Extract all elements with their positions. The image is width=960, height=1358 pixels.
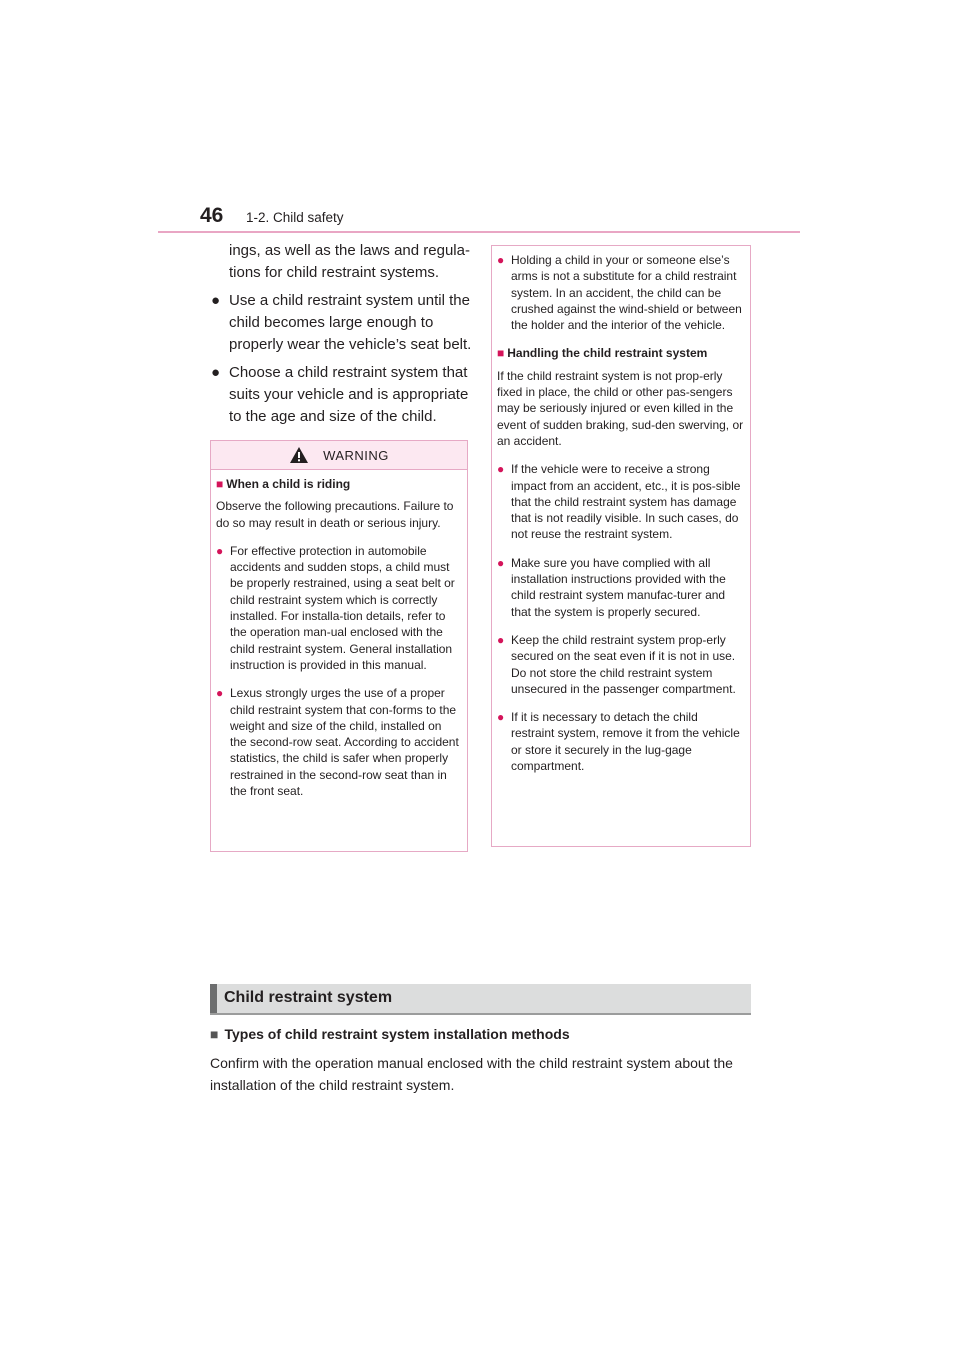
bullet-dot-icon: ● [211, 292, 221, 309]
warning-bullet-text: Lexus strongly urges the use of a proper child restraint system that con-forms to the weight and size of the child, installed on the second-row seat. According to accident statistics, the child is safer when properly restrained in the second-row seat than in the front seat. [230, 686, 459, 799]
warning-header [211, 441, 467, 470]
warning-bullet-text: For effective protection in automobile accidents and sudden stops, a child must be properly restrained, using a seat belt or child restraint system which is correctly installed. For installa-tion details, refer to the operation man-ual enclosed with the child restraint system. General installation instruction is provided in this manual. [230, 543, 455, 672]
warning-bullet [497, 252, 744, 333]
warning-body [211, 470, 467, 799]
warning-title: WARNING [323, 447, 389, 463]
header-rule [158, 231, 800, 233]
warning-bullet [497, 709, 744, 774]
warning-subhead-text: When a child is riding [226, 477, 351, 491]
section-body: Confirm with the operation manual enclosed with the child restraint system about the installation of the child restraint system. [210, 1055, 733, 1093]
intro-text [210, 240, 472, 434]
square-bullet-icon: ■ [216, 477, 224, 491]
warning-bullet [497, 461, 744, 542]
square-bullet-icon: ■ [497, 346, 505, 361]
square-bullet-icon: ■ [210, 1026, 219, 1042]
warning-subhead [497, 345, 744, 361]
warning-bullet [216, 543, 461, 673]
warning-bullet-text: Make sure you have complied with all installation instructions provided with the child restraint system manufac-turer and that the system is properly secured. [511, 555, 726, 619]
section-subhead-text: Types of child restraint system installation methods [224, 1026, 570, 1042]
bullet-dot-icon: ● [497, 555, 505, 570]
warning-bullet-text: If the vehicle were to receive a strong impact from an accident, etc., it is pos-sible that the child restraint system has damage that is not readily visible. In such cases, do not reuse the restraint system. [511, 462, 741, 542]
intro-bullet [210, 362, 472, 428]
intro-bullet [210, 290, 472, 356]
warning-bullet [216, 685, 461, 799]
warning-subhead-text: Handling the child restraint system [507, 346, 708, 361]
warning-triangle-icon [289, 446, 309, 464]
section-title: Child restraint system [224, 989, 393, 1006]
bullet-dot-icon: ● [497, 632, 505, 647]
intro-bullet-text: Choose a child restraint system that suits your vehicle and is appropriate to the age and size of the child. [229, 364, 469, 425]
intro-bullet-text: Use a child restraint system until the child becomes large enough to properly wear the vehicle’s seat belt. [229, 292, 472, 353]
section-bar-edge [210, 984, 217, 1013]
bullet-dot-icon: ● [497, 462, 505, 477]
bullet-dot-icon: ● [216, 543, 224, 558]
warning-continuation-box [491, 245, 751, 847]
warning-bullet-text: If it is necessary to detach the child restraint system, remove it from the vehicle or store it securely in the lug-gage compartment. [511, 710, 740, 774]
warning-bullet [497, 632, 744, 697]
bullet-dot-icon: ● [497, 253, 505, 267]
section-subhead [210, 1026, 570, 1042]
intro-continuation: ings, as well as the laws and regula-tions for child restraint systems. [229, 242, 470, 281]
bullet-dot-icon: ● [211, 364, 221, 381]
warning-box [210, 440, 468, 852]
warning-intro: If the child restraint system is not prop-erly fixed in place, the child or other pas-sengers may be seriously injured or even killed in the event of sudden braking, sud-den swerving, or an accident. [497, 368, 744, 448]
warning-bullet-text: Keep the child restraint system prop-erly secured on the seat even if it is not in use. Do not store the child restraint system unsecured in the passenger compartment. [511, 632, 736, 696]
section-header: 1-2. Child safety [246, 210, 344, 225]
warning-subhead [216, 476, 461, 492]
warning-intro: Observe the following precautions. Failure to do so may result in death or serious injury. [216, 499, 454, 530]
bullet-dot-icon: ● [216, 686, 224, 701]
bullet-dot-icon: ● [497, 710, 505, 725]
page-number: 46 [200, 204, 224, 227]
section-title-bar [210, 984, 751, 1015]
warning-bullet-text: Holding a child in your or someone else’s arms is not a substitute for a child restraint system. In an accident, the child can be crushed against the wind-shield or between the holder and the interior of the vehicle. [511, 253, 742, 333]
warning-bullet [497, 555, 744, 620]
